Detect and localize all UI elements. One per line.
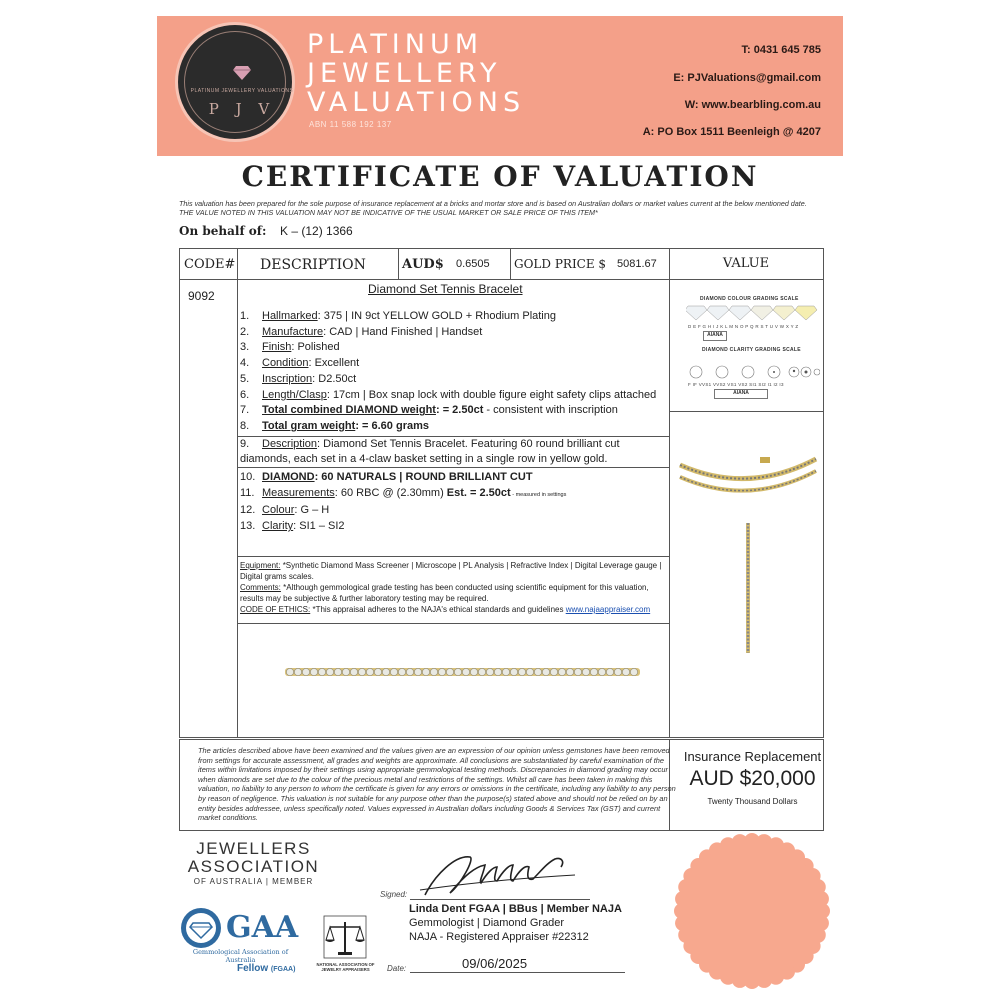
- detail-row: [240, 419, 665, 435]
- bracelet-photo-horizontal: [285, 663, 640, 681]
- naja-name: [308, 962, 383, 972]
- contact-phone: [741, 44, 821, 56]
- bracelet-gem: [486, 668, 493, 675]
- signed-label: Signed:: [380, 890, 408, 899]
- detail-row: [240, 503, 665, 519]
- comments-text: *Although gemmological grade testing has been conducted using scientific equipment for this valuation, results may be subjective & further laboratory testing may be required.: [240, 583, 649, 603]
- detail-row: [240, 452, 665, 468]
- detail-row: [240, 340, 665, 356]
- row-number: 13.: [240, 520, 256, 533]
- bracelet-gem: [390, 668, 397, 675]
- bracelet-gem: [294, 668, 301, 675]
- ethics-note: [240, 604, 672, 615]
- row-text: : CAD | Hand Finished | Handset: [323, 325, 483, 338]
- row-label: DIAMOND: [262, 471, 315, 484]
- bracelet-photo-curved: [676, 455, 821, 505]
- table-divider: [669, 411, 823, 412]
- row-text: : D2.50ct: [312, 372, 357, 385]
- bracelet-gem: [302, 668, 309, 675]
- email-label: E:: [673, 72, 685, 84]
- naja-line-2: JEWELRY APPRAISERS: [321, 967, 370, 972]
- bracelet-gem: [534, 668, 541, 675]
- insurance-amount: AUD $20,000: [689, 767, 816, 790]
- table-divider: [398, 249, 399, 279]
- ja-logo-text: [186, 840, 321, 876]
- row-bold: : = 2.50ct: [435, 404, 484, 417]
- row-text: : G – H: [294, 504, 330, 517]
- row-label: Manufacture: [262, 325, 324, 338]
- item-title: Diamond Set Tennis Bracelet: [368, 282, 523, 296]
- email-value: PJValuations@gmail.com: [687, 72, 821, 84]
- bracelet-gem: [422, 668, 429, 675]
- bracelet-gem: [494, 668, 501, 675]
- bracelet-gem: [414, 668, 421, 675]
- row-text: : 375 | IN 9ct YELLOW GOLD + Rhodium Plating: [317, 310, 556, 322]
- row-label: Inscription: [262, 372, 313, 385]
- bracelet-gem: [326, 668, 333, 675]
- fellow-label: Fellow: [237, 963, 269, 974]
- row-number: 10.: [240, 471, 256, 484]
- row-bold: : 60 NATURALS | ROUND BRILLIANT CUT: [314, 471, 533, 484]
- row-label: Hallmarked: [262, 310, 318, 322]
- bracelet-gem: [318, 668, 325, 675]
- contact-web: [685, 99, 821, 111]
- date-line: [410, 972, 625, 973]
- row-number: 1.: [240, 310, 250, 322]
- item-details: [240, 309, 665, 535]
- bracelet-gem: [470, 668, 477, 675]
- valuation-date: 09/06/2025: [462, 956, 528, 971]
- row-bold: : = 6.60 grams: [355, 419, 429, 432]
- detail-row: [240, 309, 665, 325]
- row-number: 8.: [240, 419, 250, 432]
- bracelet-gem: [614, 668, 621, 675]
- date-label: Date:: [387, 964, 407, 973]
- contact-address: [643, 126, 821, 138]
- bracelet-gem: [598, 668, 605, 675]
- row-label: Total combined DIAMOND weight: [262, 404, 436, 417]
- naja-link[interactable]: www.najaappraiser.com: [565, 605, 651, 614]
- row-number: 4.: [240, 357, 250, 370]
- bracelet-gem: [366, 668, 373, 675]
- gaa-emblem-icon: [180, 907, 222, 949]
- detail-row: [240, 372, 665, 388]
- testing-notes: [240, 560, 672, 615]
- bracelet-gem: [286, 668, 293, 675]
- bracelet-gem: [582, 668, 589, 675]
- address-value: PO Box 1511 Beenleigh @ 4207: [657, 126, 821, 138]
- phone-label: T:: [741, 44, 751, 56]
- detail-row: [240, 519, 665, 535]
- ja-line-2: ASSOCIATION: [187, 857, 320, 876]
- header-gold-label: GOLD PRICE $: [514, 257, 607, 271]
- gaa-logo-text: GAA: [226, 910, 299, 945]
- gaa-fellow: [237, 963, 295, 974]
- detail-row: [240, 356, 665, 372]
- bracelet-gem: [478, 668, 485, 675]
- valuation-disclaimer: [179, 199, 829, 217]
- row-label: Total gram weight: [262, 419, 356, 432]
- embossed-seal: [672, 831, 832, 991]
- row-label: Condition: [262, 357, 309, 370]
- bracelet-gem: [374, 668, 381, 675]
- bracelet-gem: [454, 668, 461, 675]
- signature-line: [410, 899, 590, 900]
- header-aud-label: AUD$: [402, 257, 444, 272]
- colour-aiana-box: AIANA: [703, 331, 727, 341]
- header-code: CODE#: [184, 257, 236, 272]
- row-label: Measurements: [262, 486, 335, 499]
- table-divider: [237, 623, 669, 624]
- equipment-note: [240, 560, 672, 582]
- bracelet-gem: [398, 668, 405, 675]
- header-gold-value: 5081.67: [617, 258, 657, 270]
- header-aud-value: 0.6505: [456, 258, 490, 270]
- row-number: 7.: [240, 404, 250, 417]
- ja-line-1: JEWELLERS: [196, 839, 311, 858]
- clarity-scale-diamonds: [688, 363, 820, 381]
- table-divider: [237, 556, 669, 557]
- row-number: 5.: [240, 372, 250, 385]
- footer-terms-box: [179, 739, 824, 831]
- colour-scale-grades: D E F G H I J K L M N O P Q R S T U V W X Y Z: [688, 324, 799, 329]
- signer-title: Gemmologist | Diamond Grader: [409, 917, 565, 929]
- bracelet-gem: [438, 668, 445, 675]
- naja-line-1: NATIONAL ASSOCIATION OF: [316, 962, 375, 967]
- abn-number: ABN 11 588 192 137: [309, 120, 392, 129]
- bracelet-gem: [382, 668, 389, 675]
- bracelet-gem: [406, 668, 413, 675]
- bracelet-gem: [606, 668, 613, 675]
- brand-name: [307, 30, 525, 117]
- comments-note: [240, 582, 672, 604]
- certificate-title: CERTIFICATE OF VALUATION: [241, 160, 759, 193]
- bracelet-gem: [558, 668, 565, 675]
- signer-registration: NAJA - Registered Appraiser #22312: [409, 931, 589, 943]
- header-description: DESCRIPTION: [260, 257, 366, 273]
- brand-line-3: VALUATIONS: [307, 87, 526, 118]
- clarity-scale-grades: F IF VVS1 VVS2 VS1 VS2 SI1 SI2 I1 I2 I3: [688, 382, 784, 387]
- table-divider: [180, 279, 823, 280]
- equipment-label: Equipment:: [240, 561, 281, 570]
- address-label: A:: [642, 126, 655, 138]
- row-number: 3.: [240, 341, 250, 354]
- row-tiny: - measured in settings: [510, 491, 567, 498]
- ethics-label: CODE OF ETHICS:: [240, 605, 311, 614]
- disclaimer-line-2: THE VALUE NOTED IN THIS VALUATION MAY NOT BE INDICATIVE OF THE USUAL MARKET OR SALE PRICE OF THIS ITEM*: [179, 208, 598, 217]
- item-code: 9092: [188, 289, 215, 303]
- disclaimer-line-1: This valuation has been prepared for the sole purpose of insurance replacement at a bricks and mortar store and is based on Australian dollars or market values current at the below mentioned date.: [179, 199, 807, 208]
- table-divider: [510, 249, 511, 279]
- bracelet-gem: [630, 668, 637, 675]
- bracelet-gem: [446, 668, 453, 675]
- bracelet-gem: [590, 668, 597, 675]
- row-label: Description: [262, 437, 318, 450]
- row-text: : SI1 – SI2: [293, 520, 345, 533]
- table-divider: [669, 249, 670, 738]
- detail-row: [240, 388, 665, 404]
- phone-value: 0431 645 785: [753, 44, 821, 56]
- naja-scales-icon: [320, 912, 370, 962]
- bracelet-gem: [526, 668, 533, 675]
- signature-image: [415, 845, 590, 905]
- bracelet-gem: [334, 668, 341, 675]
- brand-line-2: JEWELLERY: [307, 58, 502, 89]
- row-bold: Est. = 2.50ct: [446, 486, 511, 499]
- row-text: : 60 RBC @ (2.30mm): [334, 486, 447, 499]
- fellow-abbr: (FGAA): [270, 966, 296, 973]
- bracelet-gem: [310, 668, 317, 675]
- seal-core: [682, 841, 822, 981]
- detail-row: [240, 325, 665, 341]
- row-label: Finish: [262, 341, 292, 354]
- row-text: diamonds, each set in a 4-claw basket setting in a single row in yellow gold.: [240, 453, 608, 466]
- bracelet-gem: [574, 668, 581, 675]
- bracelet-gem: [350, 668, 357, 675]
- detail-row: [240, 486, 665, 504]
- bracelet-photo-vertical: [742, 523, 754, 653]
- detail-row: [240, 437, 665, 453]
- logo-monogram: P J V: [208, 100, 276, 118]
- ja-member: OF AUSTRALIA | MEMBER: [193, 877, 314, 886]
- brand-line-1: PLATINUM: [307, 29, 484, 60]
- pjv-logo: [175, 22, 295, 142]
- row-text: : Polished: [291, 341, 340, 354]
- bracelet-gem: [566, 668, 573, 675]
- bracelet-gem: [342, 668, 349, 675]
- colour-scale-diamonds: [686, 304, 818, 322]
- contact-email: [673, 72, 821, 84]
- bracelet-gem: [462, 668, 469, 675]
- bracelet-gem: [622, 668, 629, 675]
- insurance-label: Insurance Replacement: [683, 749, 822, 764]
- row-label: Clarity: [262, 520, 294, 533]
- row-text: : Diamond Set Tennis Bracelet. Featuring 60 round brilliant cut: [317, 437, 620, 450]
- bracelet-gem: [510, 668, 517, 675]
- row-label: Colour: [262, 504, 295, 517]
- diamond-icon: [233, 66, 251, 80]
- gaa-name: Gemmological Association of Australia: [192, 948, 289, 964]
- bracelet-gem: [358, 668, 365, 675]
- web-label: W:: [684, 99, 699, 111]
- equipment-text: *Synthetic Diamond Mass Screener | Microscope | PL Analysis | Refractive Index | Digital Leverage gauge | Digital grams scales.: [240, 561, 662, 581]
- on-behalf-label: On behalf of:: [179, 224, 267, 238]
- row-number: 9.: [240, 437, 250, 450]
- detail-row: [240, 403, 665, 419]
- logo-ring: [184, 31, 294, 133]
- row-number: 12.: [240, 504, 256, 517]
- row-number: 11.: [240, 486, 255, 499]
- detail-row: [240, 470, 665, 486]
- row-number: 6.: [240, 388, 250, 401]
- header-value: VALUE: [722, 256, 770, 271]
- colour-scale-title: DIAMOND COLOUR GRADING SCALE: [700, 296, 799, 302]
- bracelet-gem: [542, 668, 549, 675]
- bracelet-gem: [502, 668, 509, 675]
- bracelet-gem: [550, 668, 557, 675]
- web-value: www.bearbling.com.au: [701, 99, 821, 111]
- row-text: : Excellent: [308, 357, 360, 370]
- bracelet-gem: [518, 668, 525, 675]
- on-behalf-value: K – (12) 1366: [280, 224, 353, 238]
- signer-name: Linda Dent FGAA | BBus | Member NAJA: [409, 903, 622, 915]
- ethics-text: *This appraisal adheres to the NAJA's ethical standards and guidelines: [310, 605, 566, 614]
- table-divider: [237, 249, 238, 738]
- terms-text: The articles described above have been examined and the values given are an expression of our opinion unless gemstones have been removed from settings for accurate assessment, all grades and weights are approximate. All conclusions are substantiated by careful examination of the items within limitations imposed by their settings using appropriate gemmological testing methods. Discrepancies in diamond grading may occur when diamonds are set due to the colour of the precious metal and restrictions of the settings. Whilst all care has been taken in making this valuation, no liability to any person to whom the certificate is given for any errors or omissions in the certificate, including any liability to any person by reason of negligence. This valuation is not suitable for any purpose other than the purpose(s) stated above and should not be relied on by an entity besides addressee, unless specifically noted. Values expressed in Australian dollars including Goods & Services Tax (GST) and current market conditions.: [198, 746, 676, 823]
- clarity-aiana-box: AIANA: [714, 389, 768, 399]
- insurance-amount-words: Twenty Thousand Dollars: [707, 797, 798, 806]
- row-number: 2.: [240, 325, 250, 338]
- row-label: Length/Clasp: [262, 388, 327, 401]
- row-text: : 17cm | Box snap lock with double figure eight safety clips attached: [326, 388, 657, 401]
- clarity-scale-title: DIAMOND CLARITY GRADING SCALE: [702, 347, 801, 353]
- header-banner: [157, 16, 843, 156]
- row-text: - consistent with inscription: [483, 404, 618, 417]
- comments-label: Comments:: [240, 583, 281, 592]
- bracelet-gem: [430, 668, 437, 675]
- logo-small-text: PLATINUM JEWELLERY VALUATIONS: [190, 88, 294, 94]
